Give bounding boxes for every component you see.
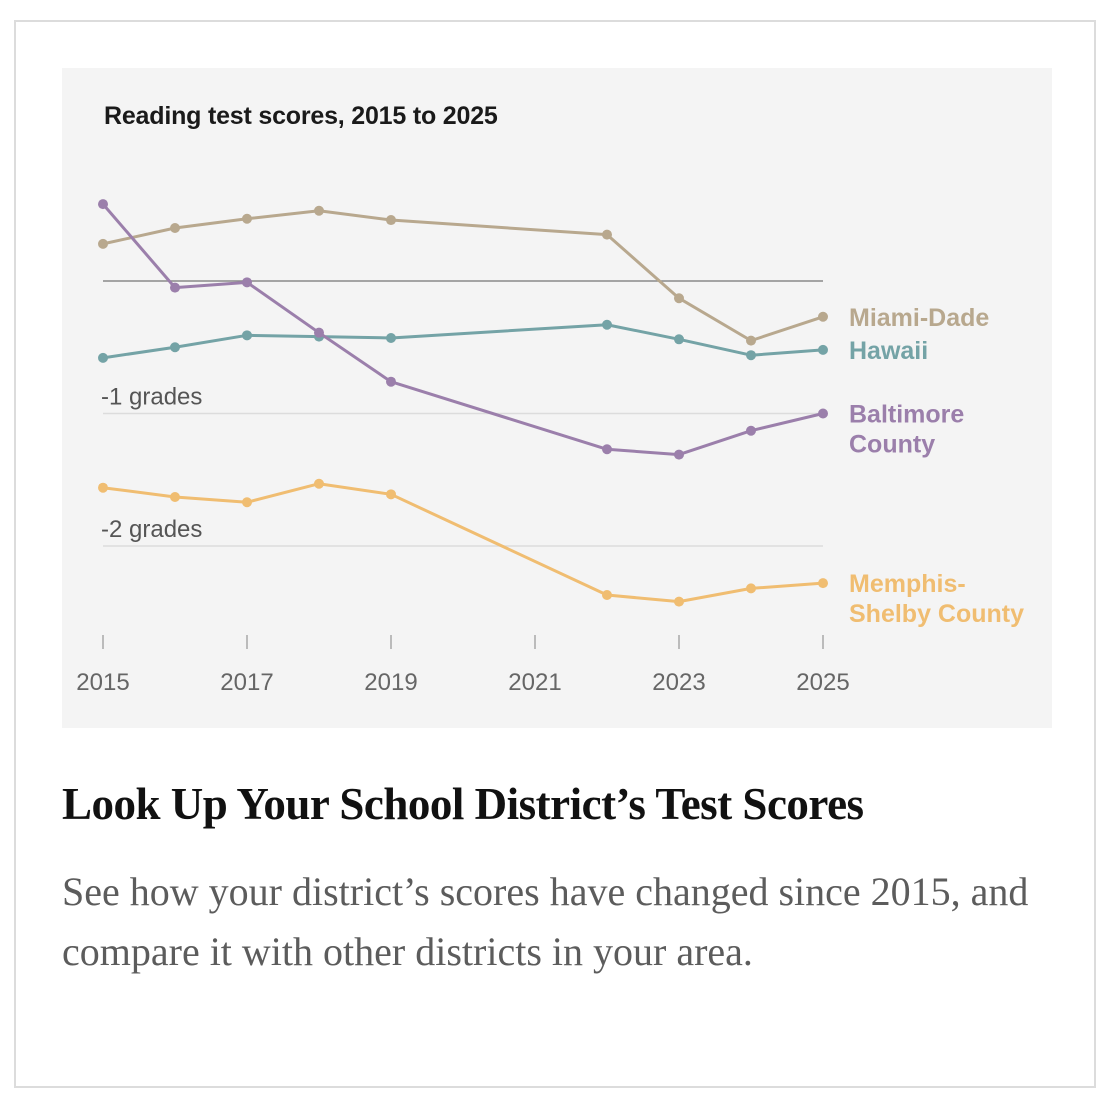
data-point-baltimore-county [98, 199, 108, 209]
article-headline[interactable]: Look Up Your School District’s Test Scores [62, 779, 864, 829]
series-label-hawaii: Hawaii [849, 336, 929, 365]
data-point-hawaii [674, 334, 684, 344]
x-tick-label: 2017 [220, 669, 274, 696]
data-point-memphis-shelby-county [386, 489, 396, 499]
data-point-baltimore-county [170, 283, 180, 293]
chart-title: Reading test scores, 2015 to 2025 [104, 102, 498, 130]
data-point-miami-dade [98, 239, 108, 249]
series-line-memphis-shelby-county [103, 484, 823, 602]
data-point-miami-dade [314, 206, 324, 216]
data-point-baltimore-county [314, 328, 324, 338]
data-point-hawaii [386, 333, 396, 343]
data-point-memphis-shelby-county [170, 492, 180, 502]
data-point-miami-dade [170, 223, 180, 233]
data-point-memphis-shelby-county [314, 479, 324, 489]
data-point-baltimore-county [242, 277, 252, 287]
series-label-baltimore-county: Baltimore County [849, 400, 965, 459]
data-point-memphis-shelby-county [98, 483, 108, 493]
data-point-hawaii [98, 353, 108, 363]
line-chart [62, 68, 1052, 728]
data-point-miami-dade [746, 336, 756, 346]
x-tick-label: 2023 [652, 669, 706, 696]
data-point-memphis-shelby-county [674, 597, 684, 607]
data-point-miami-dade [386, 215, 396, 225]
data-point-miami-dade [674, 293, 684, 303]
x-tick-label: 2015 [76, 669, 130, 696]
data-point-hawaii [602, 320, 612, 330]
x-tick-label: 2019 [364, 669, 418, 696]
data-point-baltimore-county [746, 426, 756, 436]
chart-panel [62, 68, 1052, 728]
series-label-miami-dade: Miami-Dade [849, 303, 990, 332]
data-point-memphis-shelby-county [746, 583, 756, 593]
x-tick-label: 2021 [508, 669, 562, 696]
data-point-hawaii [170, 342, 180, 352]
series-line-miami-dade [103, 211, 823, 341]
data-point-miami-dade [602, 230, 612, 240]
series-line-baltimore-county [103, 204, 823, 454]
gridline-label: -1 grades [101, 383, 203, 411]
series-label-memphis-shelby-county: Memphis-Shelby County [849, 570, 1025, 629]
article-description: See how your district’s scores have changed since 2015, and compare it with other districts in your area. [62, 869, 1029, 974]
data-point-memphis-shelby-county [602, 590, 612, 600]
data-point-hawaii [242, 330, 252, 340]
data-point-miami-dade [242, 214, 252, 224]
data-point-baltimore-county [818, 409, 828, 419]
data-point-baltimore-county [602, 444, 612, 454]
data-point-memphis-shelby-county [242, 497, 252, 507]
data-point-hawaii [818, 345, 828, 355]
x-tick-label: 2025 [796, 669, 850, 696]
data-point-baltimore-county [674, 450, 684, 460]
data-point-memphis-shelby-county [818, 578, 828, 588]
data-point-hawaii [746, 350, 756, 360]
gridline-label: -2 grades [101, 516, 203, 543]
data-point-miami-dade [818, 312, 828, 322]
data-point-baltimore-county [386, 377, 396, 387]
series-line-hawaii [103, 325, 823, 358]
